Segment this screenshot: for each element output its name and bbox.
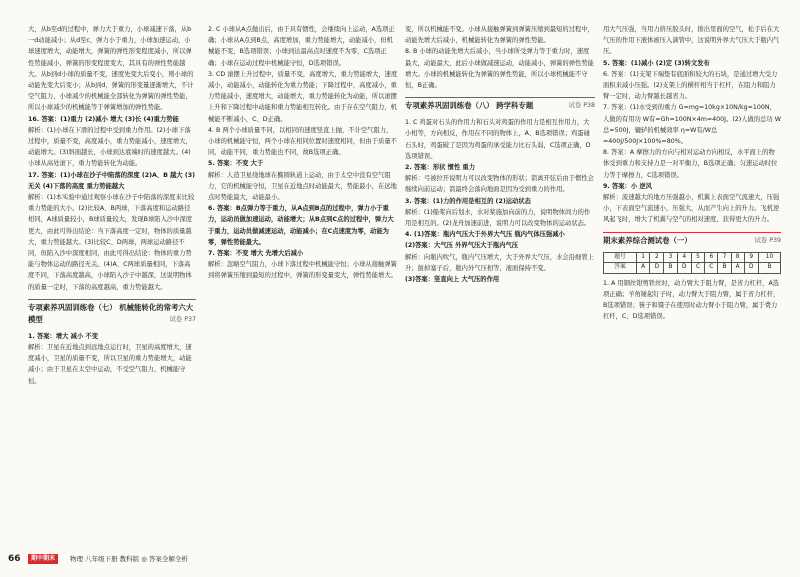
answer-table-answer-cell: C [705, 263, 718, 274]
explanation-paragraph: 解析：(1)小球在下滑的过程中受到重力作用。(2)小球下落过程中，质量不变，高度减小，重力势能减小，速度增大，动能增大。(3)斜面越长，小球到达底端时的速度越大。(4)小球从高处滚下，重力势能转化为动能。 [28, 126, 192, 168]
answer-table-answer-cell: A [637, 263, 650, 274]
section-heading [28, 299, 196, 326]
answer-table-answer-cell: D [677, 263, 691, 274]
answer-paragraph: 2. C 小球从A点抛出后，由于具有惯性，会继续向上运动，A选项正确；小球从A点到B点，高度增加，重力势能增大，动能减小，但机械能不变，B选项错误；小球到达最高点时速度不为零，C选项正确；小球在运动过程中机械能守恒，D选项错误。 [208, 26, 395, 67]
section-page-ref: 试卷 P39 [754, 236, 781, 244]
section-page-ref: 试卷 P37 [169, 315, 196, 323]
explanation-paragraph: 解析：流速越大的地方压强越小，机翼上表面空气流速大，压强小，下表面空气流速小，压强大，从而产生向上的升力。飞机逆风起飞时，增大了机翼与空气的相对速度，获得更大的升力。 [603, 194, 780, 224]
answer-table-question-number: 7 [718, 252, 731, 263]
answer-table-answer-cell: B [718, 263, 731, 274]
answer-paragraph: 1. A 用钢丝钳剪铁丝时，动力臂大于阻力臂，是省力杠杆，A选项正确；羊角锤起钉子时，动力臂大于阻力臂，属于省力杠杆，B选项错误；筷子和镊子在使用时动力臂小于阻力臂，属于费力杠杆，C、D选项错误。 [603, 279, 780, 321]
answer-table-question-number: 题号 [604, 252, 637, 263]
answer-table-question-number: 9 [744, 252, 758, 263]
answer-table-question-number: 8 [731, 252, 744, 263]
section-title: 期末素养综合测试卷（一） [603, 235, 692, 245]
answer-table-question-number: 6 [705, 252, 718, 263]
answer-line: 3. 答案：(1)力的作用是相互的 (2)运动状态 [405, 197, 531, 205]
answer-paragraph: 8. B 小球的动能先增大后减小，当小球所受弹力等于重力时，速度最大，动能最大，此后小球做减速运动，动能减小，弹簧的弹性势能增大。小球的机械能转化为弹簧的弹性势能，所以小球机械能不守恒，B正确。 [405, 48, 594, 90]
brand-badge: 期中期末 [28, 554, 58, 564]
answer-table-answer-cell: D [744, 263, 758, 274]
answer-line: 4. (1)答案：瓶内气压大于外界大气压 瓶内气体压强减小 [405, 231, 565, 239]
answer-column-1 [28, 24, 196, 547]
page-number: 66 [8, 554, 21, 564]
answer-table-question-number: 10 [758, 252, 780, 263]
answer-table-answer-cell: 答案 [604, 263, 637, 274]
answer-line: 17. 答案：(1)小球在沙子中陷落的深度 (2)A、B 越大 (3)无关 (4)下落的高度 重力势能越大 [28, 171, 196, 190]
section-page-ref: 试卷 P38 [568, 102, 595, 110]
answer-line: 7. 答案：不变 增大 先增大后减小 [208, 250, 304, 258]
answer-line: 2. 答案：形状 惯性 重力 [405, 164, 476, 172]
explanation-paragraph: 解析：(1)本实验中通过观察小球在沙子中陷落的深度来比较重力势能的大小。(2)比较A、B两球，下落高度和运动路径相同，A球质量较小，B球质量较大，发现B球陷入沙中深度更大，由此可得出结论：当下落高度一定时，物体的质量越大，重力势能越大。(3)比较C、D两球，两球运动路径不同，但陷入沙中深度相同，由此可得出结论：物体的重力势能与物体运动的路径无关。(4)A、C两球质量相同，下落高度不同，下落高度越高，小球陷入沙子中越深，这说明物体的质量一定时，下落的高度越高，重力势能越大。 [28, 194, 195, 291]
section-title: 专项素养巩固训练卷（八） 跨学科专题 [405, 101, 534, 111]
answer-column-4 [603, 24, 781, 547]
answer-table-answer-cell: A [731, 263, 744, 274]
explanation-paragraph: 解析：(1)船桨向后划水，水对桨施加向前的力，说明物体间力的作用是相互的。(2)龙舟加速前进，说明力可以改变物体的运动状态。 [405, 208, 591, 228]
answer-line: 6. 答案：B点弹力等于重力，从A点到B点的过程中，弹力小于重力，运动员做加速运动，动能增大；从B点到C点的过程中，弹力大于重力，运动员做减速运动，动能减小；在C点速度为零，动能为零，弹性势能最大。 [208, 205, 394, 246]
answer-table-answer-row [604, 263, 781, 274]
answer-paragraph: 用大气压强，当用力挤压胶头时，排出里面的空气，松手后在大气压的作用下液体被压入滴管中，这说明外界大气压大于瓶内气压。 [603, 26, 780, 56]
section-title: 专项素养巩固训练卷（七） 机械能转化的常考六大模型 [28, 302, 194, 324]
answer-table-question-number: 3 [664, 252, 677, 263]
section-heading [603, 232, 781, 247]
section-heading [405, 97, 595, 112]
answer-table-question-number: 2 [650, 252, 664, 263]
answer-line: (2)答案：大气压 外界气压大于瓶内气压 [405, 242, 519, 250]
answer-paragraph: 1. C 鸡蛋对石头的作用力和石头对鸡蛋的作用力是相互作用力，大小相等，方向相反，作用在不同的物体上，A、B选项错误；鸡蛋碰石头时，鸡蛋破了是因为鸡蛋的承受能力比石头弱，C选项正确，D选项错误。 [405, 119, 591, 160]
answer-line: 16. 答案：(1)重力 (2)减小 增大 (3)长 (4)重力势能 [28, 115, 179, 123]
explanation-paragraph: 解析：忽略空气阻力，小球下落过程中机械能守恒；小球从接触弹簧到将弹簧压缩到最短的过程中，弹簧的形变量变大，弹性势能增大。 [208, 261, 397, 280]
answer-column-3 [405, 24, 595, 547]
explanation-paragraph: 解析：人造卫星绕地球在椭圆轨道上运动，由于太空中没有空气阻力，它的机械能守恒，卫星在近地点时动能最大，势能最小，在远地点时势能最大，动能最小。 [208, 171, 397, 202]
answer-table-answer-cell: C [691, 263, 704, 274]
answer-line: 9. 答案：小 逆风 [603, 182, 652, 190]
answer-table-header-row [604, 252, 781, 263]
answer-line: 5. 答案：(1)减小 (2)定 (3)转文发布 [603, 59, 710, 67]
answer-paragraph: 4. B 两个小球质量不同，以相同的速度竖直上抛，不计空气阻力，小球的机械能守恒，两个小球在相同位置时速度相同，但由于质量不同，动能不同，重力势能也不同，故B选项正确。 [208, 126, 397, 157]
answer-table-answer-cell: D [650, 263, 664, 274]
answer-table-answer-cell: B [758, 263, 780, 274]
answer-paragraph: 变，所以机械能不变。小球从接触弹簧到弹簧压缩到最短的过程中，动能先增大后减小，机械能转化为弹簧的弹性势能。 [405, 26, 594, 45]
answer-table-question-number: 4 [677, 252, 691, 263]
answer-line: (3)答案：竖直向上 大气压的作用 [405, 276, 500, 284]
explanation-paragraph: 解析：卫星在近地点到远地点运行时，卫星的高度增大，速度减小，卫星的质量不变，所以卫星的重力势能增大，动能减小；由于卫星在太空中运动，不受空气阻力，机械能守恒。 [28, 344, 192, 385]
answer-line: 1. 答案：增大 减小 不变 [28, 332, 99, 340]
answer-paragraph: 8. 答案：A 摩擦力的方向与相对运动方向相反，水平面上的物体受到重力和支持力是一对平衡力，B选项正确；匀速运动时拉力等于摩擦力，C选项错误。 [603, 149, 778, 179]
answer-line: 5. 答案：不变 大于 [208, 160, 264, 168]
explanation-paragraph: 解析：弓被拉开说明力可以改变物体的形状；箭离开弦后由于惯性会继续向前运动；箭最终会落向地面是因为受到重力的作用。 [405, 175, 594, 194]
answer-table-question-number: 5 [691, 252, 704, 263]
answer-paragraph: 7. 答案：(1)水受到的重力 G=mg=10kg×10N/kg=100N，人做的有用功 W有=Gh=100N×4m=400J。(2)人做的总功 W总=500J，辘轳的机械效率 η=W有/W总=400J/500J×100%=80%。 [603, 104, 781, 146]
book-info: 物理 八年级下册 教科版 ◎ 答案全解全析 [70, 555, 188, 563]
answer-column-2 [208, 24, 398, 547]
page-footer [0, 551, 800, 567]
answer-paragraph: 大，从b至d的过程中，弹力大于重力，小球减速下落，从b一d动能减小；从d至c，弹力小于重力，小球加速运动，小球速度增大，动能增大，弹簧的弹性形变程度减小，所以弹性势能减小，弹簧的形变程度变大，其具有的弹性势能越大。从b到d小球的质量不变，速度先变大后变小，则小球的动能先变大后变小；从b到d，弹簧的形变量逐渐增大，不计空气阻力，小球减少的机械能全部转化为弹簧的弹性势能，所以小球减少的机械能等于弹簧增加的弹性势能。 [28, 26, 194, 112]
answer-paragraph: 6. 答案：(1)支架下端垫有底面积较大的石块，是通过增大受力面积来减小压强。(2)支架上的横杆相当于杠杆，在阻力和阻力臂一定时，动力臂越长越省力。 [603, 70, 778, 101]
answer-table [603, 252, 781, 274]
answer-table-answer-cell: B [664, 263, 677, 274]
explanation-paragraph: 解析：向瓶内吹气，瓶内气压增大，大于外界大气压，水会沿细管上升；拔掉塞子后，瓶内外气压相等，液面保持不变。 [405, 253, 594, 272]
answer-paragraph: 3. CD 滚摆上升过程中，质量不变，高度增大，重力势能增大，速度减小，动能减小，动能转化为重力势能；下降过程中，高度减小，重力势能减小，速度增大，动能增大，重力势能转化为动能，所以滚摆上升和下降过程中动能和重力势能相互转化。由于存在空气阻力，机械能不断减小，C、D正确。 [208, 70, 398, 123]
answer-table-question-number: 1 [637, 252, 650, 263]
